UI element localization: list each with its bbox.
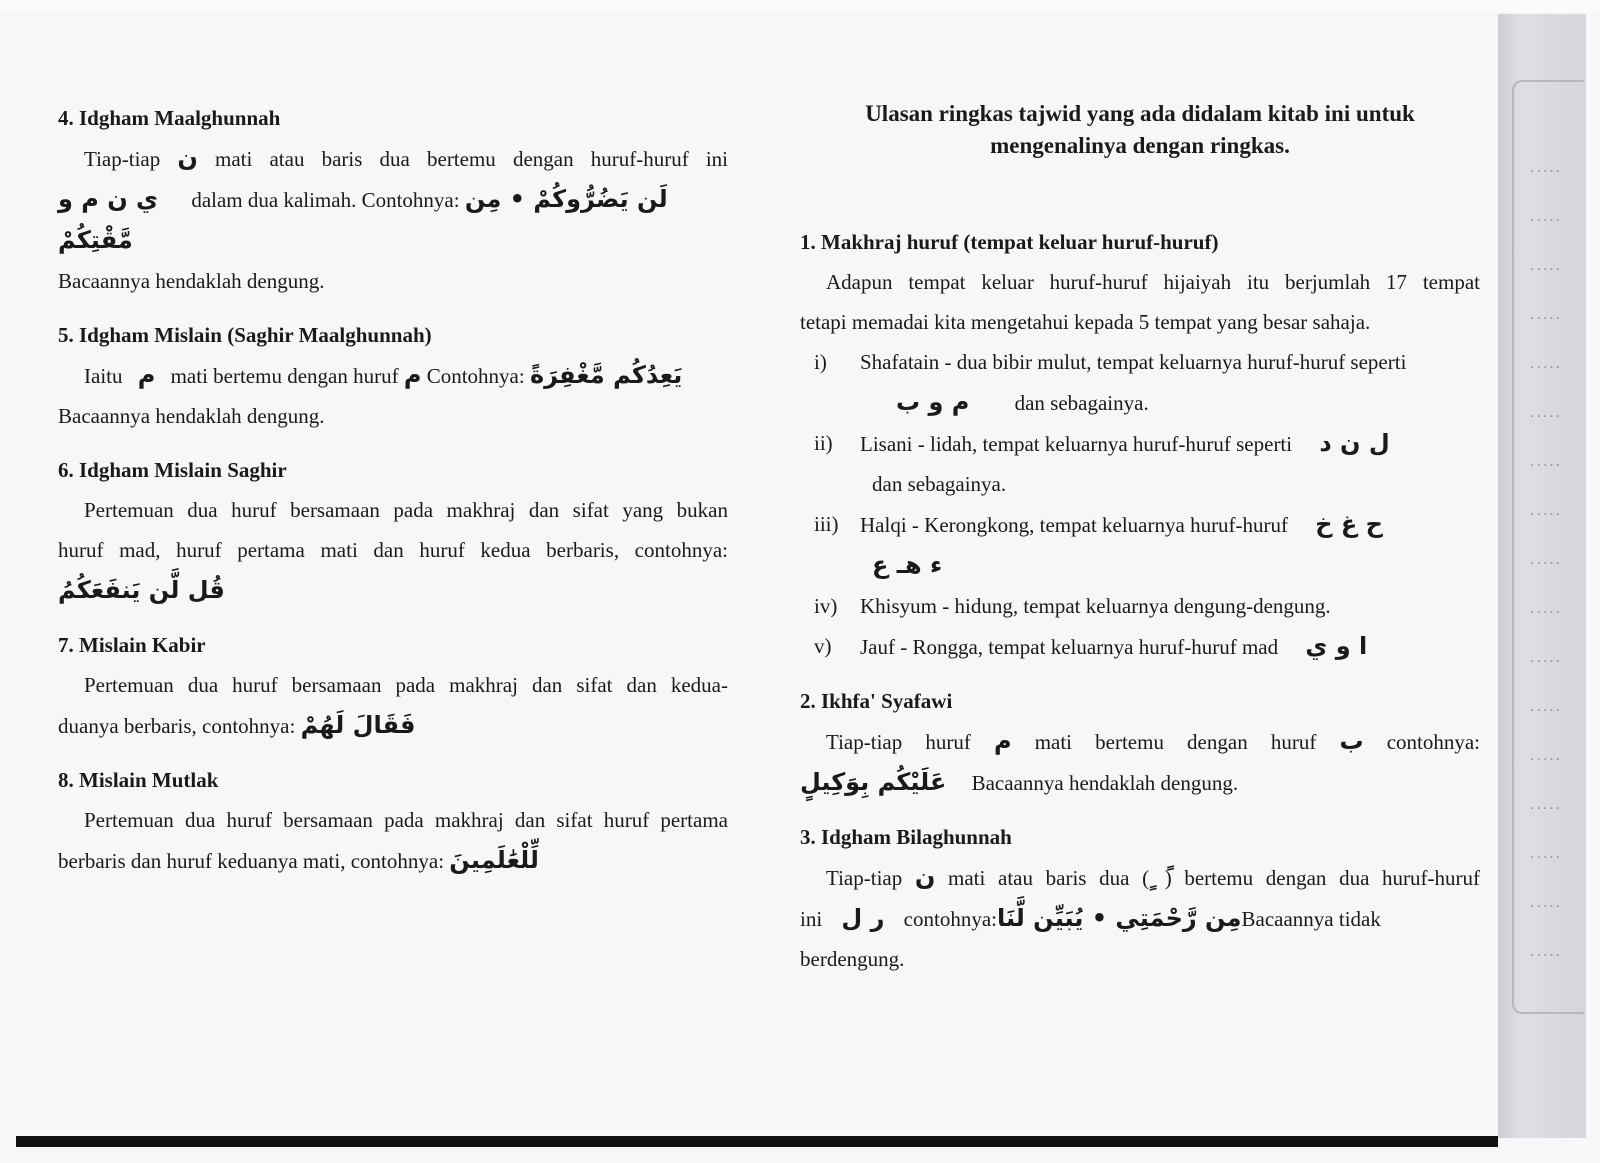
list-item — [800, 626, 1480, 667]
text: mati atau baris dua bertemu dengan huruf-huruf ini — [215, 147, 728, 171]
list-text-wrap — [860, 504, 1480, 545]
paragraph-line — [58, 705, 728, 746]
scan-bottom-edge — [16, 1136, 1498, 1147]
paragraph-line — [58, 355, 728, 396]
text: mati atau baris dua ( — [948, 866, 1150, 890]
paragraph-line — [58, 179, 728, 261]
arabic-letter: ن — [914, 863, 936, 891]
section-8 — [58, 760, 728, 881]
title-line: Ulasan ringkas tajwid yang ada didalam kitab ini untuk — [865, 101, 1415, 126]
list-text: Halqi - Kerongkong, tempat keluarnya huruf-huruf — [860, 513, 1289, 537]
paragraph-line: Bacaannya hendaklah dengung. — [58, 404, 325, 428]
text: Tiap-tiap huruf — [826, 730, 971, 754]
section-3 — [800, 817, 1480, 979]
section-1 — [800, 222, 1480, 667]
text: Bacaannya hendaklah dengung. — [971, 771, 1239, 795]
title-line: mengenalinya dengan ringkas. — [990, 133, 1290, 158]
spacer — [800, 803, 1480, 817]
arabic-letter: م — [993, 727, 1012, 755]
arabic-example: يَعِدُكُم مَّغْفِرَةً — [529, 361, 683, 389]
page-top-edge — [0, 0, 1600, 12]
spacer — [58, 301, 728, 315]
list-number: v) — [814, 634, 832, 658]
list-text: Jauf - Rongga, tempat keluarnya huruf-huruf mad — [860, 635, 1279, 659]
paragraph-line: Pertemuan dua huruf bersamaan pada makhraj dan sifat huruf pertama — [84, 808, 728, 832]
section-6 — [58, 450, 728, 611]
paragraph-line — [800, 721, 1480, 762]
arabic-tanwin: ً ٍ — [1149, 863, 1165, 891]
list-item — [800, 504, 1480, 545]
section-5 — [58, 315, 728, 436]
list-text: Khisyum - hidung, tempat keluarnya dengung-dengung. — [860, 594, 1331, 618]
section-heading: 6. Idgham Mislain Saghir — [58, 458, 287, 482]
section-heading: 5. Idgham Mislain (Saghir Maalghunnah) — [58, 323, 432, 347]
arabic-letters: ا و ي — [1305, 632, 1368, 660]
section-heading: 8. Mislain Mutlak — [58, 768, 219, 792]
paragraph-line: Pertemuan dua huruf bersamaan pada makhraj dan sifat dan kedua- — [84, 673, 728, 697]
arabic-letters: م و ب — [896, 388, 970, 416]
text: contohnya: — [903, 907, 997, 931]
arabic-letter: م — [137, 361, 156, 389]
list-number: iii) — [814, 512, 839, 536]
list-text-wrap — [860, 423, 1480, 464]
arabic-example: عَلَيْكُم بِوَكِيلٍ — [800, 768, 947, 796]
list-item — [800, 423, 1480, 464]
arabic-letter: ب — [1339, 727, 1364, 755]
text: dalam dua kalimah. Contohnya: — [191, 188, 460, 212]
text: Tiap-tiap — [84, 147, 161, 171]
spacer — [58, 611, 728, 625]
list-subline — [800, 382, 1480, 423]
paragraph-line — [800, 857, 1480, 898]
text: Iaitu — [84, 364, 123, 388]
paragraph-line: Bacaannya hendaklah dengung. — [58, 269, 325, 293]
paragraph-line: huruf mad, huruf pertama mati dan huruf kedua berbaris, contohnya: — [58, 538, 728, 562]
paragraph-line — [58, 840, 728, 881]
section-7 — [58, 625, 728, 746]
section-4 — [58, 98, 728, 301]
list-number: ii) — [814, 431, 833, 455]
text: ) bertemu dengan dua huruf-huruf — [1164, 866, 1481, 890]
paragraph-line — [58, 138, 728, 179]
list-subline: dan sebagainya. — [872, 472, 1007, 496]
spacer — [58, 746, 728, 760]
arabic-example: فَقَالَ لَهُمْ — [300, 711, 416, 739]
binding-dots: ..... ..... ..... ..... ..... ..... ..... ..... ..... ..... ..... ..... ..... ..... ..... ..... ..... — [1530, 160, 1563, 960]
list-text: Lisani - lidah, tempat keluarnya huruf-huruf seperti — [860, 432, 1293, 456]
text: Tiap-tiap — [826, 866, 903, 890]
paragraph-line: Pertemuan dua huruf bersamaan pada makhraj dan sifat yang bukan — [84, 498, 728, 522]
section-heading: 7. Mislain Kabir — [58, 633, 206, 657]
paragraph-line: Adapun tempat keluar huruf-huruf hijaiyah itu berjumlah 17 tempat — [826, 270, 1480, 294]
arabic-letters: ء هـ ع — [872, 551, 943, 579]
paragraph-line — [58, 570, 728, 611]
arabic-example: لَن يَضُرُّوكُمْ • مِن مَّقْتِكُمْ — [58, 185, 668, 254]
section-heading: 4. Idgham Maalghunnah — [58, 106, 281, 130]
text: ini — [800, 907, 823, 931]
page-title — [800, 98, 1480, 162]
list-item — [800, 586, 1480, 626]
section-heading: 1. Makhraj huruf (tempat keluar huruf-huruf) — [800, 230, 1219, 254]
list-item — [800, 342, 1480, 382]
text: mati bertemu dengan huruf — [170, 364, 399, 388]
text: contohnya: — [1386, 730, 1480, 754]
paragraph-line — [800, 898, 1480, 979]
right-page — [800, 98, 1480, 979]
text: duanya berbaris, contohnya: — [58, 714, 296, 738]
arabic-letters: ح غ خ — [1315, 510, 1383, 538]
arabic-letters: ل ن د — [1319, 429, 1390, 457]
text: Contohnya: — [426, 364, 525, 388]
paragraph-line: tetapi memadai kita mengetahui kepada 5 tempat yang besar sahaja. — [800, 310, 1371, 334]
list-text-wrap — [860, 626, 1480, 667]
text: berbaris dan huruf keduanya mati, contohnya: — [58, 849, 445, 873]
arabic-letters: ر ل — [841, 904, 885, 932]
paragraph-line — [800, 762, 1480, 803]
spacer — [800, 667, 1480, 681]
arabic-example: قُل لَّن يَنفَعَكُمُ — [58, 576, 225, 604]
arabic-letter: ن — [177, 144, 198, 172]
spacer — [58, 436, 728, 450]
list-number: iv) — [814, 594, 838, 618]
left-page — [58, 98, 728, 881]
list-number: i) — [814, 350, 827, 374]
text: dan sebagainya. — [1014, 391, 1149, 415]
section-heading: 2. Ikhfa' Syafawi — [800, 689, 953, 713]
section-heading: 3. Idgham Bilaghunnah — [800, 825, 1012, 849]
arabic-letter: م — [403, 361, 422, 389]
text: mati bertemu dengan huruf — [1034, 730, 1317, 754]
list-subline — [800, 545, 1480, 586]
arabic-letters: ي ن م و — [58, 185, 159, 213]
text: Bacaannya tidak berdengung. — [800, 907, 1381, 971]
arabic-example: مِن رَّحْمَتِي • يُبَيِّن لَّنَا — [996, 904, 1242, 932]
list-text: Shafatain - dua bibir mulut, tempat keluarnya huruf-huruf seperti — [860, 350, 1407, 374]
section-2 — [800, 681, 1480, 803]
scan-bottom-margin — [0, 1147, 1600, 1163]
arabic-example: لِّلْعَٰلَمِينَ — [449, 846, 539, 874]
